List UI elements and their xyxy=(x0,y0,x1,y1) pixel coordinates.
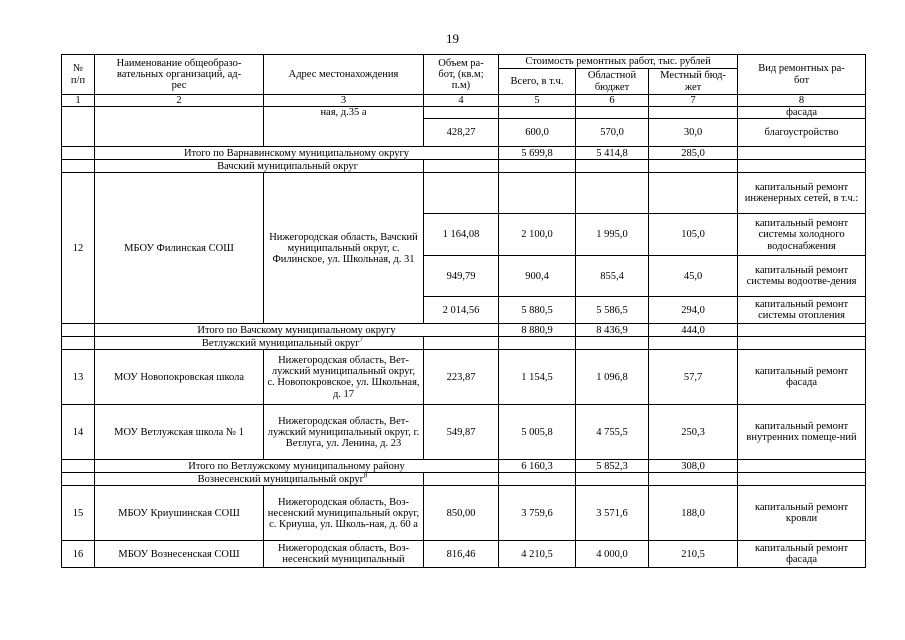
regional-cell: 855,4 xyxy=(576,256,649,297)
index-cell: 4 xyxy=(424,95,499,107)
work-type-cell: капитальный ремонт кровли xyxy=(738,486,866,541)
district-name: Вознесенский муниципальный округ xyxy=(197,473,364,485)
header-col-local: Местный бюд- жет xyxy=(649,69,738,95)
local-cell: 308,0 xyxy=(649,460,738,473)
school-name: МОУ Новопокровская школа xyxy=(95,350,264,405)
header-col-num: № п/п xyxy=(62,55,95,95)
table-row xyxy=(62,350,866,405)
work-type-cell: благоустройство xyxy=(738,119,866,147)
total-cell: 5 005,8 xyxy=(499,405,576,460)
school-name: МБОУ Филинская СОШ xyxy=(95,173,264,324)
address-cell: ная, д.35 а xyxy=(264,107,424,119)
regional-cell: 1 096,8 xyxy=(576,350,649,405)
district-row xyxy=(62,160,866,173)
header-row-1 xyxy=(62,55,866,69)
work-type-cell: капитальный ремонт инженерных сетей, в т.ч.: xyxy=(738,173,866,214)
address-cell: Нижегородская область, Воз-несенский муниципальный xyxy=(264,541,424,568)
total-cell: 900,4 xyxy=(499,256,576,297)
table-row xyxy=(62,541,866,568)
local-cell: 250,3 xyxy=(649,405,738,460)
volume-cell: 850,00 xyxy=(424,486,499,541)
header-col-total: Всего, в т.ч. xyxy=(499,69,576,95)
regional-cell: 3 571,6 xyxy=(576,486,649,541)
school-name: МБОУ Криушинская СОШ xyxy=(95,486,264,541)
regional-cell: 8 436,9 xyxy=(576,324,649,337)
header-col-volume: Объем ра- бот, (кв.м; п.м) xyxy=(424,55,499,95)
subtotal-label: Итого по Ветлужскому муниципальному району xyxy=(95,460,499,473)
address-cell: Нижегородская область, Вачский муниципальный округ, с. Филинское, ул. Школьная, д. 31 xyxy=(264,173,424,324)
table-row xyxy=(62,405,866,460)
volume-cell: 428,27 xyxy=(424,119,499,147)
page-number: 19 xyxy=(446,31,459,46)
total-cell: 1 154,5 xyxy=(499,350,576,405)
header-col-work-type: Вид ремонтных ра- бот xyxy=(738,55,866,95)
footnote-mark: 7 xyxy=(359,336,364,344)
index-cell: 3 xyxy=(264,95,424,107)
work-type-cell: капитальный ремонт внутренних помеще-ний xyxy=(738,405,866,460)
total-cell: 5 880,5 xyxy=(499,297,576,324)
district-row xyxy=(62,473,866,486)
district-row xyxy=(62,337,866,350)
address-cell: Нижегородская область, Вет-лужский муниципальный округ, г. Ветлуга, ул. Ленина, д. 23 xyxy=(264,405,424,460)
row-number: 14 xyxy=(62,405,95,460)
district-label xyxy=(95,337,424,350)
table-row xyxy=(62,486,866,541)
index-cell: 5 xyxy=(499,95,576,107)
volume-cell: 2 014,56 xyxy=(424,297,499,324)
table-row xyxy=(62,107,866,119)
subtotal-row xyxy=(62,324,866,337)
regional-cell: 1 995,0 xyxy=(576,214,649,256)
regional-cell: 4 000,0 xyxy=(576,541,649,568)
volume-cell: 1 164,08 xyxy=(424,214,499,256)
regional-cell: 5 414,8 xyxy=(576,147,649,160)
index-cell: 2 xyxy=(95,95,264,107)
regional-cell: 4 755,5 xyxy=(576,405,649,460)
local-cell: 188,0 xyxy=(649,486,738,541)
header-col-regional: Областной бюджет xyxy=(576,69,649,95)
total-cell: 8 880,9 xyxy=(499,324,576,337)
local-cell: 45,0 xyxy=(649,256,738,297)
index-cell: 7 xyxy=(649,95,738,107)
total-cell: 3 759,6 xyxy=(499,486,576,541)
local-cell: 444,0 xyxy=(649,324,738,337)
address-cell: Нижегородская область, Вет-лужский муниципальный округ, с. Новопокровское, ул. Школьная, д. 17 xyxy=(264,350,424,405)
header-col-name: Наименование общеобразо- вательных организаций, ад- рес xyxy=(95,55,264,95)
local-cell: 57,7 xyxy=(649,350,738,405)
local-cell: 210,5 xyxy=(649,541,738,568)
regional-cell: 570,0 xyxy=(576,119,649,147)
total-cell: 4 210,5 xyxy=(499,541,576,568)
row-number: 15 xyxy=(62,486,95,541)
district-name: Ветлужский муниципальный округ xyxy=(201,337,360,349)
work-type-cell: капитальный ремонт системы водоотве-дения xyxy=(738,256,866,297)
district-label: Вачский муниципальный округ xyxy=(95,160,424,173)
index-cell: 6 xyxy=(576,95,649,107)
repair-works-table xyxy=(61,54,866,568)
local-cell: 285,0 xyxy=(649,147,738,160)
work-type-cell: капитальный ремонт системы отопления xyxy=(738,297,866,324)
header-col-address: Адрес местонахождения xyxy=(264,55,424,95)
local-cell: 294,0 xyxy=(649,297,738,324)
work-type-cell: фасада xyxy=(738,107,866,119)
volume-cell: 549,87 xyxy=(424,405,499,460)
table-row xyxy=(62,173,866,214)
subtotal-row xyxy=(62,147,866,160)
address-cell: Нижегородская область, Воз-несенский муниципальный округ, с. Криуша, ул. Школь-ная, д. 60 а xyxy=(264,486,424,541)
subtotal-label: Итого по Варнавинскому муниципальному округу xyxy=(95,147,499,160)
total-cell: 600,0 xyxy=(499,119,576,147)
district-label xyxy=(95,473,424,486)
index-cell: 8 xyxy=(738,95,866,107)
work-type-cell: капитальный ремонт фасада xyxy=(738,541,866,568)
total-cell: 2 100,0 xyxy=(499,214,576,256)
footnote-mark: 8 xyxy=(363,472,368,480)
row-number: 12 xyxy=(62,173,95,324)
header-index-row xyxy=(62,95,866,107)
total-cell: 5 699,8 xyxy=(499,147,576,160)
volume-cell: 816,46 xyxy=(424,541,499,568)
work-type-cell: капитальный ремонт системы холодного водоснабжения xyxy=(738,214,866,256)
school-name: МОУ Ветлужская школа № 1 xyxy=(95,405,264,460)
school-name: МБОУ Вознесенская СОШ xyxy=(95,541,264,568)
header-col-cost-group: Стоимость ремонтных работ, тыс. рублей xyxy=(499,55,738,69)
volume-cell: 949,79 xyxy=(424,256,499,297)
local-cell: 105,0 xyxy=(649,214,738,256)
subtotal-label: Итого по Вачскому муниципальному округу xyxy=(95,324,499,337)
subtotal-row xyxy=(62,460,866,473)
row-number: 16 xyxy=(62,541,95,568)
local-cell: 30,0 xyxy=(649,119,738,147)
regional-cell: 5 586,5 xyxy=(576,297,649,324)
volume-cell: 223,87 xyxy=(424,350,499,405)
row-number: 13 xyxy=(62,350,95,405)
regional-cell: 5 852,3 xyxy=(576,460,649,473)
index-cell: 1 xyxy=(62,95,95,107)
total-cell: 6 160,3 xyxy=(499,460,576,473)
work-type-cell: капитальный ремонт фасада xyxy=(738,350,866,405)
